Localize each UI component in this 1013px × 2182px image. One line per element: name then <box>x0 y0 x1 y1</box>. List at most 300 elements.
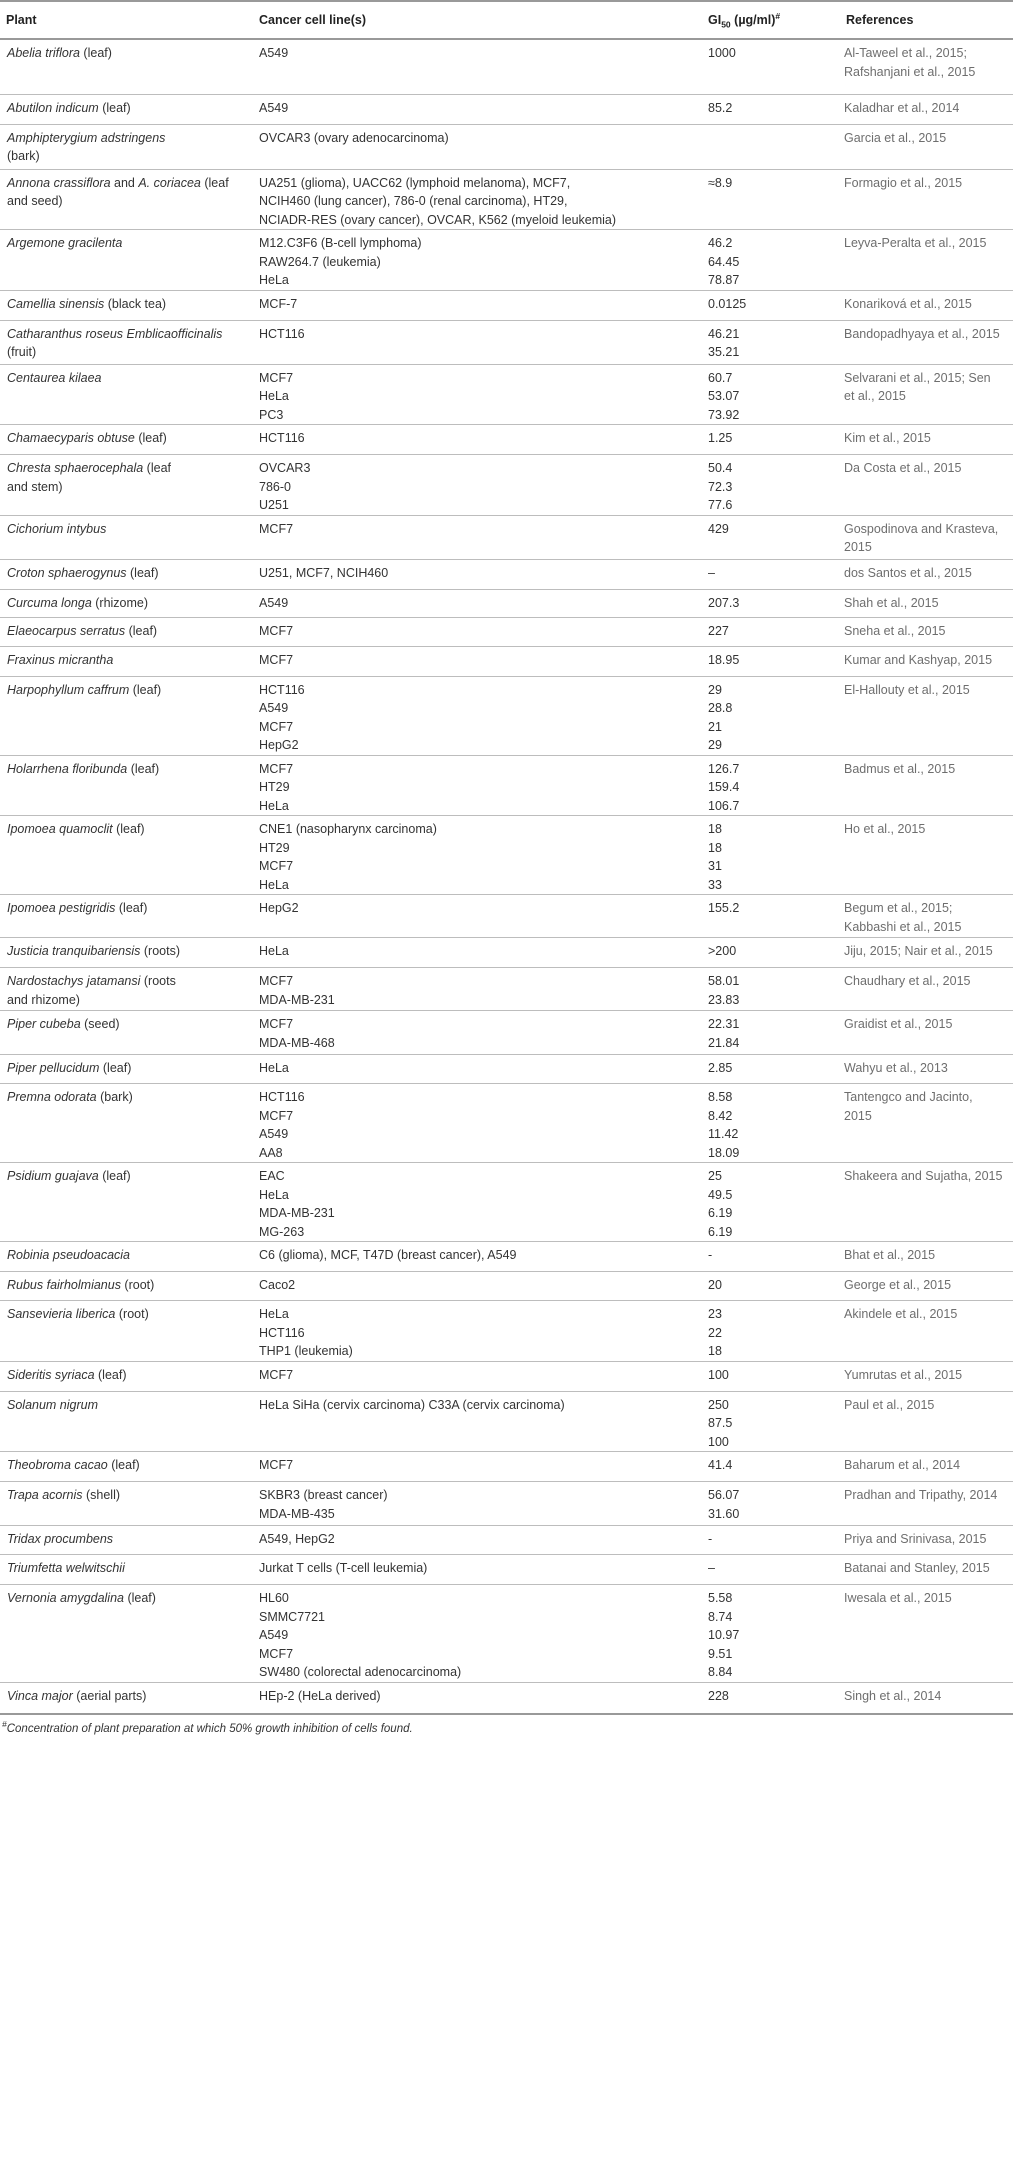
plant-scientific-name: Robinia pseudoacacia <box>7 1248 131 1262</box>
gi50-value: – <box>708 565 715 580</box>
plant-part: (leaf) <box>123 1591 156 1605</box>
table-row <box>0 1585 1013 1683</box>
cell-lines-cell <box>253 1163 698 1242</box>
plant-scientific-name: Elaeocarpus serratus <box>7 623 126 638</box>
table-row <box>0 816 1013 895</box>
cell-lines-cell <box>253 320 698 364</box>
plant-cell <box>0 1055 253 1084</box>
cell-line: HepG2 <box>259 901 299 915</box>
table-header <box>0 1 1013 39</box>
reference: Shakeera and Sujatha, 2015 <box>844 1169 1003 1183</box>
cell-lines-cell <box>253 515 698 559</box>
references-cell <box>840 364 1013 425</box>
plant-part: (leaf) <box>125 623 158 638</box>
gi50-value: 41.4 <box>708 1458 733 1472</box>
references-cell <box>840 1011 1013 1055</box>
reference: Pradhan and Tripathy, 2014 <box>844 1488 998 1502</box>
plant-cell <box>0 589 253 617</box>
plant-scientific-name: Ipomoea pestigridis <box>7 901 116 915</box>
plant-cell <box>0 816 253 895</box>
gi50-value: 126.7 <box>708 761 740 776</box>
gi50-value: 159.4 <box>708 780 740 794</box>
gi50-cell <box>698 589 840 617</box>
table-row <box>0 1272 1013 1301</box>
gi50-value: 8.74 <box>708 1609 733 1624</box>
cell-line: HL60 <box>259 1591 289 1605</box>
plant-part: (leaf) <box>98 1169 131 1183</box>
gi50-value: - <box>708 1248 713 1262</box>
reference: Rafshanjani et al., 2015 <box>844 64 976 79</box>
references-cell <box>840 320 1013 364</box>
gi50-value: 87.5 <box>708 1416 733 1430</box>
plant-scientific-name: Solanum nigrum <box>7 1397 99 1412</box>
table-row <box>0 1391 1013 1452</box>
references-cell <box>840 290 1013 320</box>
table-row <box>0 968 1013 1011</box>
gi50-cell <box>698 320 840 364</box>
cell-line: Caco2 <box>259 1278 296 1292</box>
gi50-value: 22 <box>708 1325 722 1340</box>
cell-lines-cell <box>253 1682 698 1714</box>
reference: Begum et al., 2015; <box>844 901 953 915</box>
table-row <box>0 230 1013 291</box>
cell-line: SW480 (colorectal adenocarcinoma) <box>259 1665 462 1679</box>
cell-line: HeLa <box>259 877 289 892</box>
plant-scientific-name: Abelia triflora <box>7 46 80 60</box>
reference: Chaudhary et al., 2015 <box>844 974 971 988</box>
gi50-value: 20 <box>708 1278 722 1292</box>
gi50-value: ≈8.9 <box>708 175 733 190</box>
plant-scientific-name: officinalis <box>170 326 223 341</box>
cell-line: MCF7 <box>259 974 294 988</box>
gi50-value: 85.2 <box>708 100 733 115</box>
gi50-value: 28.8 <box>708 701 733 715</box>
reference: Jiju, 2015; Nair et al., 2015 <box>844 944 993 958</box>
cell-line: HeLa <box>259 1061 289 1075</box>
cell-lines-cell <box>253 425 698 455</box>
references-cell <box>840 1555 1013 1585</box>
gi50-value: 106.7 <box>708 798 740 813</box>
gi50-cell <box>698 816 840 895</box>
gi50-cell <box>698 559 840 589</box>
gi50-cell <box>698 1682 840 1714</box>
gi50-value: 9.51 <box>708 1646 733 1661</box>
plant-cell <box>0 1682 253 1714</box>
reference: Leyva-Peralta et al., 2015 <box>844 236 987 250</box>
cell-line: A549 <box>259 1127 289 1141</box>
gi50-value: 6.19 <box>708 1224 733 1239</box>
reference: Sneha et al., 2015 <box>844 623 946 638</box>
references-cell <box>840 895 1013 938</box>
cell-lines-cell <box>253 1055 698 1084</box>
reference: 2015 <box>844 540 872 554</box>
gi50-value: 11.42 <box>708 1127 739 1141</box>
plant-cell <box>0 1272 253 1301</box>
table-row <box>0 646 1013 676</box>
reference: Iwesala et al., 2015 <box>844 1591 952 1605</box>
header-references: References <box>840 1 1013 39</box>
cell-lines-cell <box>253 1452 698 1482</box>
gi50-value: 21 <box>708 719 722 734</box>
plant-scientific-name: Premna odorata <box>7 1090 97 1104</box>
header-row <box>0 1 1013 39</box>
plant-part: (bark) <box>96 1090 133 1104</box>
cell-line: HCT116 <box>259 326 305 341</box>
table-row <box>0 559 1013 589</box>
plant-part: (root) <box>115 1307 149 1321</box>
cell-line: A549, HepG2 <box>259 1532 335 1546</box>
cell-lines-cell <box>253 816 698 895</box>
gi50-unit: (µg/ml) <box>734 12 776 27</box>
cell-lines-cell <box>253 230 698 291</box>
cell-line: MCF7 <box>259 1108 294 1123</box>
cell-line: MCF7 <box>259 370 294 385</box>
cell-lines-cell <box>253 1526 698 1555</box>
plant-scientific-name: Fraxinus micrantha <box>7 652 114 667</box>
gi50-cell <box>698 1084 840 1163</box>
gi50-value: 58.01 <box>708 974 740 988</box>
header-cell-lines: Cancer cell line(s) <box>253 1 698 39</box>
cell-lines-cell <box>253 755 698 816</box>
references-cell <box>840 455 1013 516</box>
gi50-cell <box>698 1482 840 1526</box>
plant-part: (roots) <box>140 944 180 958</box>
cell-lines-cell <box>253 589 698 617</box>
plant-part: (leaf <box>143 461 171 475</box>
cell-line: OVCAR3 <box>259 461 311 475</box>
reference: Selvarani et al., 2015; Sen <box>844 370 991 385</box>
gi50-value: - <box>708 1532 713 1546</box>
cell-line: HT29 <box>259 780 290 794</box>
gi50-value: 8.42 <box>708 1108 733 1123</box>
plant-scientific-name: Camellia sinensis <box>7 296 105 311</box>
plant-part: (leaf) <box>134 431 167 445</box>
cell-line: MCF7 <box>259 1017 294 1031</box>
plant-part: (roots <box>140 974 176 988</box>
plant-cell <box>0 755 253 816</box>
table-row <box>0 755 1013 816</box>
gi50-value: 10.97 <box>708 1628 740 1642</box>
gi50-value: – <box>708 1561 715 1575</box>
reference: Tantengco and Jacinto, <box>844 1090 973 1104</box>
plant-cell <box>0 124 253 169</box>
cell-lines-cell <box>253 290 698 320</box>
plant-scientific-name: Abutilon indicum <box>7 100 99 115</box>
cell-line: A549 <box>259 595 289 610</box>
cell-line: MCF7 <box>259 1367 294 1382</box>
gi50-cell <box>698 1055 840 1084</box>
gi50-value: 6.19 <box>708 1206 733 1220</box>
reference: Priya and Srinivasa, 2015 <box>844 1532 987 1546</box>
plant-part: (fruit) <box>7 345 37 359</box>
references-cell <box>840 94 1013 124</box>
references-cell <box>840 617 1013 646</box>
table-row <box>0 320 1013 364</box>
table-row <box>0 39 1013 94</box>
gi50-cell <box>698 1242 840 1272</box>
plant-scientific-name: Tridax procumbens <box>7 1532 114 1546</box>
plant-part: (shell) <box>82 1488 121 1502</box>
table-row <box>0 455 1013 516</box>
gi50-cell <box>698 755 840 816</box>
cell-lines-cell <box>253 364 698 425</box>
cell-lines-cell <box>253 646 698 676</box>
cell-line: SKBR3 (breast cancer) <box>259 1488 388 1502</box>
gi50-cell <box>698 1272 840 1301</box>
cell-line: MCF7 <box>259 1646 294 1661</box>
cell-lines-cell <box>253 1482 698 1526</box>
plant-scientific-name: Vernonia amygdalina <box>7 1591 124 1605</box>
plant-cell <box>0 515 253 559</box>
cell-line: OVCAR3 (ovary adenocarcinoma) <box>259 130 449 145</box>
gi50-cell <box>698 169 840 230</box>
table-row <box>0 1011 1013 1055</box>
table-row <box>0 895 1013 938</box>
cell-lines-cell <box>253 1011 698 1055</box>
plant-cell <box>0 1084 253 1163</box>
gi50-value: 155.2 <box>708 901 740 915</box>
gi50-cell <box>698 676 840 755</box>
plant-scientific-name: Cichorium intybus <box>7 521 107 536</box>
table-row <box>0 1055 1013 1084</box>
cell-line: HCT116 <box>259 1325 305 1340</box>
cell-lines-cell <box>253 1301 698 1362</box>
reference: dos Santos et al., 2015 <box>844 565 972 580</box>
gi50-cell <box>698 1526 840 1555</box>
gi50-cell <box>698 895 840 938</box>
gi50-cell <box>698 1301 840 1362</box>
gi50-cell <box>698 1452 840 1482</box>
plant-part: (leaf and seed) <box>7 175 229 208</box>
references-cell <box>840 755 1013 816</box>
plant-scientific-name: Catharanthus roseus Emblica <box>7 326 171 341</box>
footnote-text: Concentration of plant preparation at which 50% growth inhibition of cells found. <box>6 1722 413 1735</box>
cell-lines-cell <box>253 1585 698 1683</box>
table-row <box>0 1084 1013 1163</box>
header-gi50 <box>698 1 840 39</box>
gi50-value: 78.87 <box>708 273 740 287</box>
gi50-value: 60.7 <box>708 370 733 385</box>
gi50-value: 29 <box>708 738 722 752</box>
cell-lines-cell <box>253 559 698 589</box>
table-row <box>0 938 1013 968</box>
gi50-cell <box>698 1163 840 1242</box>
reference: Baharum et al., 2014 <box>844 1458 961 1472</box>
reference: Formagio et al., 2015 <box>844 175 963 190</box>
gi50-value: 53.07 <box>708 389 740 403</box>
plant-scientific-name: Trapa acornis <box>7 1488 83 1502</box>
cell-line: NCIH460 (lung cancer), 786-0 (renal carcinoma), HT29, <box>259 194 568 208</box>
plant-scientific-name: Sideritis syriaca <box>7 1367 95 1382</box>
cell-line: CNE1 (nasopharynx carcinoma) <box>259 822 437 836</box>
cell-line: U251 <box>259 498 289 512</box>
reference: El-Hallouty et al., 2015 <box>844 682 970 697</box>
cell-line: C6 (glioma), MCF, T47D (breast cancer), A549 <box>259 1248 517 1262</box>
plant-part: (aerial parts) <box>72 1688 147 1703</box>
cell-line: HeLa <box>259 798 289 813</box>
gi50-value: 73.92 <box>708 407 740 422</box>
references-cell <box>840 589 1013 617</box>
gi50-value: 207.3 <box>708 595 740 610</box>
references-cell <box>840 816 1013 895</box>
references-cell <box>840 1272 1013 1301</box>
cell-lines-cell <box>253 1391 698 1452</box>
gi50-value: 18.95 <box>708 652 740 667</box>
cell-line: 786-0 <box>259 479 291 494</box>
cell-lines-cell <box>253 39 698 94</box>
plant-cell <box>0 1391 253 1452</box>
gi50-value: 18.09 <box>708 1145 740 1160</box>
plant-part: (leaf) <box>94 1367 127 1382</box>
cell-line: MCF7 <box>259 761 294 776</box>
cell-lines-cell <box>253 895 698 938</box>
cell-line: MDA-MB-231 <box>259 992 335 1007</box>
gi50-value: 100 <box>708 1367 729 1382</box>
table-row <box>0 94 1013 124</box>
gi50-value: 429 <box>708 521 729 536</box>
gi50-value: 33 <box>708 877 722 892</box>
gi50-cell <box>698 1361 840 1391</box>
reference: Singh et al., 2014 <box>844 1688 942 1703</box>
references-cell <box>840 1084 1013 1163</box>
plant-scientific-name: Annona crassiflora <box>7 175 111 190</box>
reference: Graidist et al., 2015 <box>844 1017 953 1031</box>
plant-cell <box>0 1361 253 1391</box>
cell-lines-cell <box>253 617 698 646</box>
table-row <box>0 515 1013 559</box>
table-row <box>0 1163 1013 1242</box>
gi50-cell <box>698 938 840 968</box>
gi50-value: 72.3 <box>708 479 733 494</box>
gi50-value: 8.58 <box>708 1090 733 1104</box>
cell-line: HCT116 <box>259 431 305 445</box>
plant-part: (black tea) <box>104 296 167 311</box>
gi50-mark: # <box>775 10 781 21</box>
gi50-value: 22.31 <box>708 1017 740 1031</box>
references-cell <box>840 1242 1013 1272</box>
cell-line: PC3 <box>259 407 284 422</box>
gi50-value: 21.84 <box>708 1035 740 1050</box>
cell-line: A549 <box>259 46 289 60</box>
gi50-cell <box>698 124 840 169</box>
references-cell <box>840 1361 1013 1391</box>
cell-line: HeLa SiHa (cervix carcinoma) C33A (cervix carcinoma) <box>259 1397 565 1412</box>
gi50-value: 35.21 <box>708 345 740 359</box>
cell-line: A549 <box>259 1628 289 1642</box>
cell-line: MDA-MB-468 <box>259 1035 335 1050</box>
table-row <box>0 1526 1013 1555</box>
gi50-cell <box>698 39 840 94</box>
plant-scientific-name: Chamaecyparis obtuse <box>7 431 135 445</box>
gi50-cell <box>698 646 840 676</box>
cell-line: A549 <box>259 100 289 115</box>
plant-scientific-name: Vinca major <box>7 1688 73 1703</box>
gi50-value: 29 <box>708 682 722 697</box>
plant-part: (root) <box>120 1278 155 1292</box>
cell-lines-cell <box>253 1272 698 1301</box>
plant-part: (leaf) <box>129 682 162 697</box>
table-body <box>0 39 1013 1714</box>
cell-line: MCF7 <box>259 719 294 734</box>
plant-cell <box>0 617 253 646</box>
reference: 2015 <box>844 1108 872 1123</box>
cell-line: HeLa <box>259 1307 289 1321</box>
plant-scientific-name: Justicia tranquibariensis <box>7 944 141 958</box>
reference: Shah et al., 2015 <box>844 595 939 610</box>
plant-cell <box>0 1011 253 1055</box>
table-row <box>0 1242 1013 1272</box>
table-footnote <box>0 1715 1013 1735</box>
table-row <box>0 589 1013 617</box>
cell-line: EAC <box>259 1169 285 1183</box>
plant-cell <box>0 320 253 364</box>
gi50-cell <box>698 1585 840 1683</box>
references-cell <box>840 968 1013 1011</box>
reference: et al., 2015 <box>844 389 906 403</box>
reference: Gospodinova and Krasteva, <box>844 521 999 536</box>
table-row <box>0 1301 1013 1362</box>
plant-cell <box>0 169 253 230</box>
plant-cell <box>0 895 253 938</box>
gi50-value: 100 <box>708 1434 729 1449</box>
cell-lines-cell <box>253 94 698 124</box>
table-row <box>0 1361 1013 1391</box>
cell-line: U251, MCF7, NCIH460 <box>259 565 389 580</box>
plant-cell <box>0 94 253 124</box>
reference: Al-Taweel et al., 2015; <box>844 46 967 60</box>
table-row <box>0 1682 1013 1714</box>
table-row <box>0 1555 1013 1585</box>
gi50-cell <box>698 968 840 1011</box>
references-cell <box>840 39 1013 94</box>
gi50-value: 228 <box>708 1688 729 1703</box>
cell-line: MDA-MB-435 <box>259 1506 335 1521</box>
cell-line: MCF7 <box>259 859 294 873</box>
gi50-value: 49.5 <box>708 1187 733 1202</box>
gi50-value: 250 <box>708 1397 729 1412</box>
cell-line: MCF7 <box>259 623 294 638</box>
cell-line: NCIADR-RES (ovary cancer), OVCAR, K562 (myeloid leukemia) <box>259 212 617 227</box>
cell-line: MDA-MB-231 <box>259 1206 335 1220</box>
table-row <box>0 364 1013 425</box>
cell-line: HeLa <box>259 273 289 287</box>
gi50-value: 227 <box>708 623 729 638</box>
gi50-value: 1000 <box>708 46 736 60</box>
gi50-value: 18 <box>708 1344 722 1358</box>
plant-cell <box>0 1301 253 1362</box>
gi50-value: 18 <box>708 822 722 836</box>
reference: Badmus et al., 2015 <box>844 761 956 776</box>
plant-cell <box>0 968 253 1011</box>
plant-part: and stem) <box>7 479 63 494</box>
references-cell <box>840 676 1013 755</box>
cell-lines-cell <box>253 1361 698 1391</box>
plant-scientific-name: Theobroma cacao <box>7 1458 108 1472</box>
plant-cell <box>0 559 253 589</box>
plant-part: and <box>110 175 139 190</box>
plant-cell <box>0 1555 253 1585</box>
references-cell <box>840 425 1013 455</box>
references-cell <box>840 1585 1013 1683</box>
cell-line: HCT116 <box>259 1090 305 1104</box>
plant-part: (rhizome) <box>91 595 149 610</box>
plant-cell <box>0 230 253 291</box>
reference: Kabbashi et al., 2015 <box>844 919 962 934</box>
gi50-value: 25 <box>708 1169 722 1183</box>
plant-scientific-name: Nardostachys jatamansi <box>7 974 141 988</box>
plant-cell <box>0 455 253 516</box>
table-row <box>0 617 1013 646</box>
